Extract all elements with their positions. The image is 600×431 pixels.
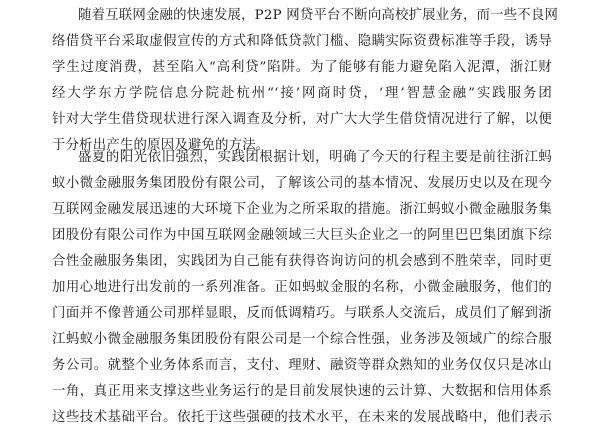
text-line: 随着互联网金融的快速发展，P2P 网贷平台不断向高校扩展业务，而一些不良网 (78, 8, 559, 23)
paragraph-2 (52, 145, 552, 431)
text-line: 合性金融服务集团，实践团为自己能有获得咨询访问的机会感到不胜荣幸，同时更 (52, 254, 552, 269)
text-line: 门面并不像普通公司那样显眼，反而低调精巧。与联系人交流后，成员们了解到浙 (52, 306, 552, 321)
text-line: 学生过度消费，甚至陷入“高利贷”陷阱。为了能够有能力避免陷入泥潭，浙江财 (52, 60, 552, 75)
text-line: 针对大学生借贷现状进行深入调查及分析，对广大大学生借贷情况进行了解，以便 (52, 112, 552, 127)
text-line: 于分析出产生的原因及避免的方法。 (52, 138, 270, 153)
text-line: 经大学东方学院信息分院赴杭州“‘接’网商时贷，‘理’智慧金融”实践服务团 (52, 86, 552, 101)
text-line: 加用心地进行出发前的一系列准备。正如蚂蚁金服的名称，小微金融服务，他们的 (52, 280, 552, 295)
text-line: 互联网金融发展迅速的大环境下企业为之所采取的措施。浙江蚂蚁小微金融服务集 (52, 202, 552, 217)
text-line: 盛夏的阳光依旧强烈，实践团根据计划，明确了今天的行程主要是前往浙江蚂 (78, 150, 552, 165)
text-line: 务公司。就整个业务体系而言，支付、理财、融资等群众熟知的业务仅仅只是冰山 (52, 358, 552, 373)
text-line: 团股份有限公司作为中国互联网金融领域三大巨头企业之一的阿里巴巴集团旗下综 (52, 228, 552, 243)
text-line: 络借贷平台采取虚假宣传的方式和降低贷款门槛、隐瞒实际资费标准等手段，诱导 (52, 34, 552, 49)
text-line: 蚁小微金融服务集团股份有限公司，了解该公司的基本情况、发展历史以及在现今 (52, 176, 552, 191)
text-line: 江蚂蚁小微金融服务集团股份有限公司是一个综合性强，业务涉及领域广的综合服 (52, 332, 552, 347)
text-line: 一角，真正用来支撑这些业务运行的是目前发展快速的云计算、大数据和信用体系 (52, 384, 552, 399)
paragraph-1 (52, 3, 559, 159)
text-line: 这些技术基础平台。依托于这些强硬的技术水平，在未来的发展战略中，他们表示 (52, 410, 552, 425)
